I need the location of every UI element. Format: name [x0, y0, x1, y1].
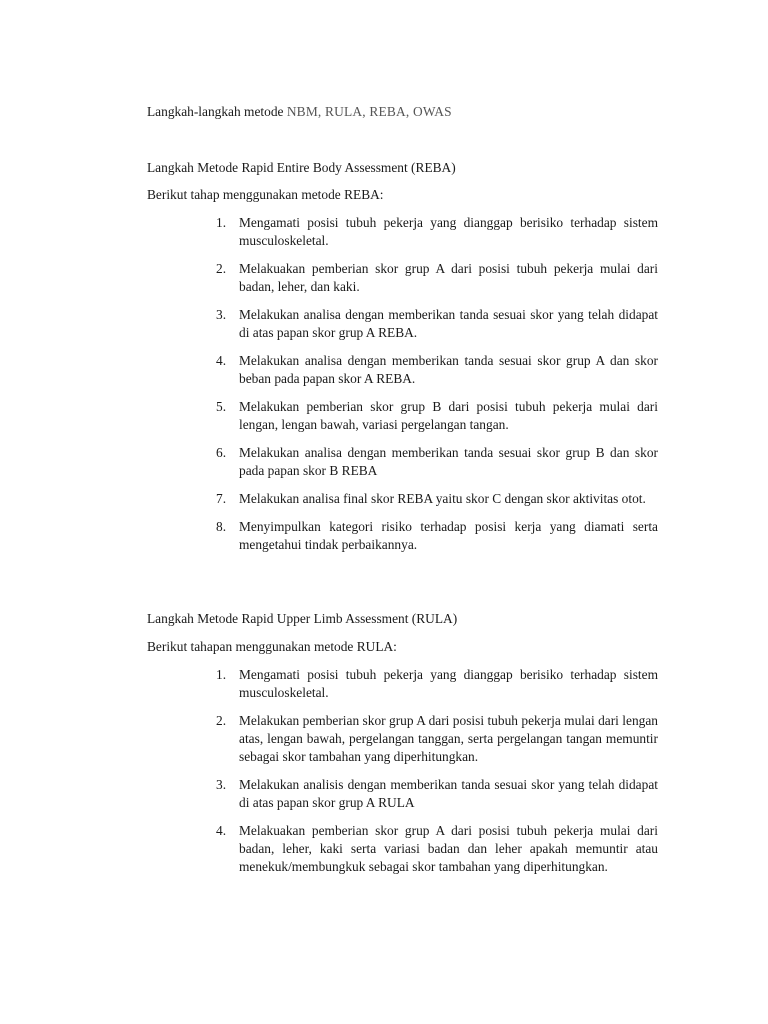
list-number: 5. [216, 399, 227, 414]
reba-intro: Berikut tahap menggunakan metode REBA: [147, 187, 384, 202]
list-text: Melakukan pemberian skor grup B dari posisi tubuh pekerja mulai dari lengan, lengan bawah, variasi pergelangan tangan. [239, 399, 658, 432]
list-item [210, 214, 658, 250]
list-number: 2. [216, 713, 227, 728]
list-item [210, 518, 658, 554]
list-number: 6. [216, 445, 227, 460]
rula-heading: Langkah Metode Rapid Upper Limb Assessment (RULA) [147, 611, 458, 626]
list-item [210, 444, 658, 480]
list-text: Melakukan analisa final skor REBA yaitu skor C dengan skor aktivitas otot. [239, 491, 646, 506]
list-item [210, 666, 658, 702]
title-methods: NBM, RULA, REBA, OWAS [286, 104, 452, 119]
document-title [147, 103, 452, 121]
list-text: Mengamati posisi tubuh pekerja yang dianggap berisiko terhadap sistem musculoskeletal. [239, 667, 658, 700]
list-number: 7. [216, 491, 227, 506]
reba-heading: Langkah Metode Rapid Entire Body Assessment (REBA) [147, 160, 456, 175]
list-number: 3. [216, 307, 227, 322]
list-number: 8. [216, 519, 227, 534]
list-item [210, 398, 658, 434]
list-text: Melakukan analisa dengan memberikan tanda sesuai skor yang telah didapat di atas papan skor grup A REBA. [239, 307, 658, 340]
list-item [210, 306, 658, 342]
list-text: Melakukan analisis dengan memberikan tanda sesuai skor yang telah didapat di atas papan skor grup A RULA [239, 777, 658, 810]
list-item [210, 490, 658, 508]
list-text: Melakukan analisa dengan memberikan tanda sesuai skor grup A dan skor beban pada papan skor A REBA. [239, 353, 658, 386]
list-item [210, 776, 658, 812]
list-text: Melakuakan pemberian skor grup A dari posisi tubuh pekerja mulai dari badan, leher, dan kaki. [239, 261, 658, 294]
title-prefix: Langkah-langkah metode [147, 104, 287, 119]
list-number: 4. [216, 353, 227, 368]
list-text: Melakukan analisa dengan memberikan tanda sesuai skor grup B dan skor pada papan skor B REBA [239, 445, 658, 478]
rula-steps-list [210, 666, 658, 886]
list-number: 2. [216, 261, 227, 276]
reba-steps-list [210, 214, 658, 564]
list-number: 4. [216, 823, 227, 838]
list-item [210, 822, 658, 876]
list-number: 3. [216, 777, 227, 792]
list-item [210, 352, 658, 388]
list-item [210, 260, 658, 296]
list-text: Menyimpulkan kategori risiko terhadap posisi kerja yang diamati serta mengetahui tindak perbaikannya. [239, 519, 658, 552]
list-number: 1. [216, 215, 227, 230]
list-text: Melakuakan pemberian skor grup A dari posisi tubuh pekerja mulai dari badan, leher, kaki serta variasi badan dan leher apakah memuntir atau menekuk/membungkuk sebagai skor tambahan yang diperhitungkan. [239, 823, 658, 874]
list-text: Mengamati posisi tubuh pekerja yang dianggap berisiko terhadap sistem musculoskeletal. [239, 215, 658, 248]
list-item [210, 712, 658, 766]
rula-intro: Berikut tahapan menggunakan metode RULA: [147, 639, 397, 654]
list-text: Melakukan pemberian skor grup A dari posisi tubuh pekerja mulai dari lengan atas, lengan bawah, pergelangan tanggan, serta pergelangan tangan memuntir sebagai skor tambahan yang diperhitungkan. [239, 713, 658, 764]
list-number: 1. [216, 667, 227, 682]
